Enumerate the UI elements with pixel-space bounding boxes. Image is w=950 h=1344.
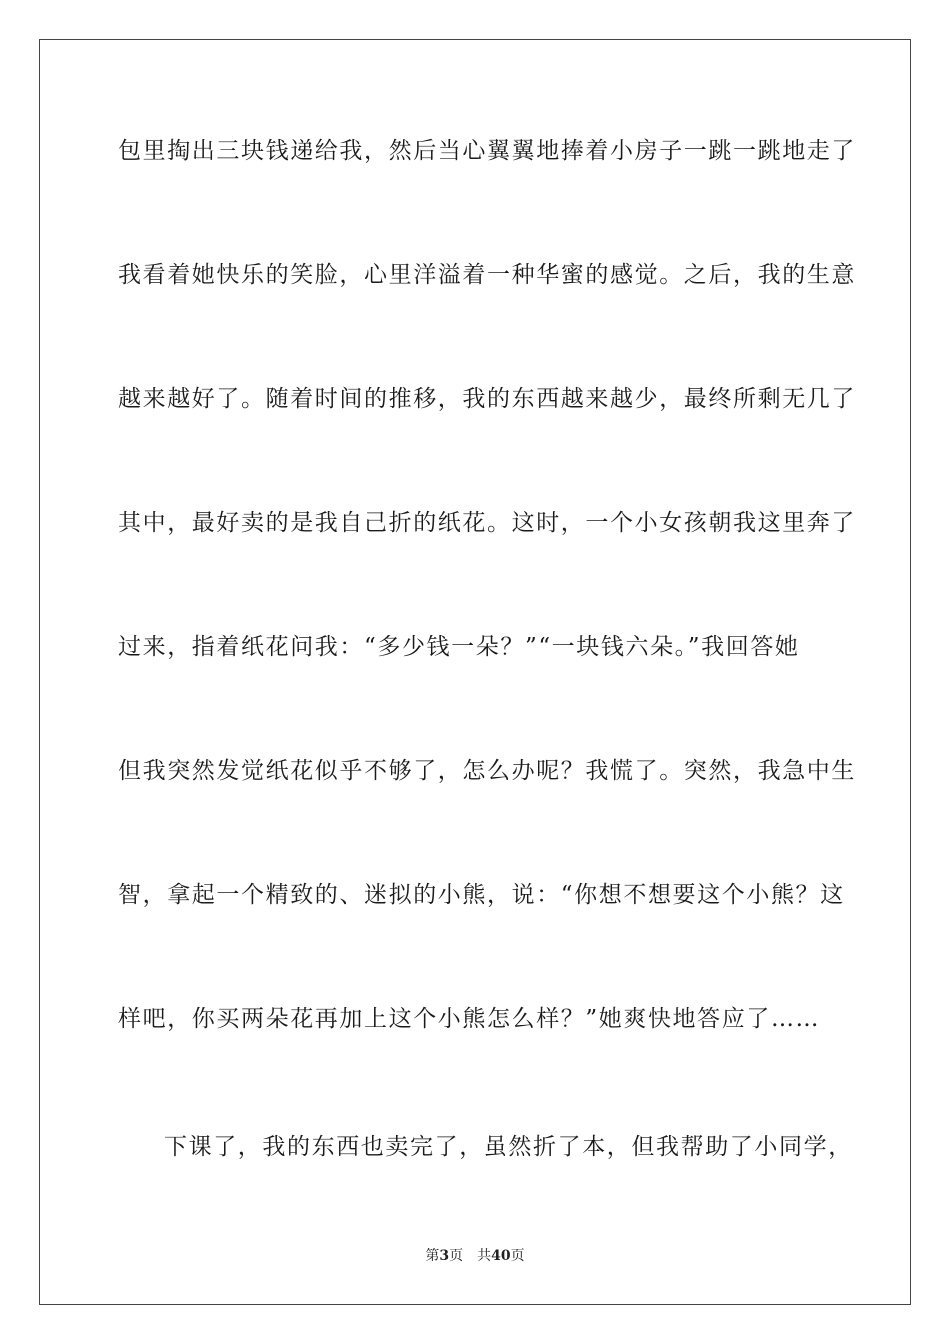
page-prefix: 第 xyxy=(425,1248,440,1264)
page-suffix: 页 xyxy=(449,1248,464,1264)
body-text-line: 越来越好了。随着时间的推移，我的东西越来越少，最终所剩无几了 xyxy=(118,386,856,412)
total-pages: 40 xyxy=(491,1248,511,1264)
body-text-line: 过来，指着纸花问我：“多少钱一朵？”“一块钱六朵。”我回答她 xyxy=(118,634,800,660)
body-text-line: 包里掏出三块钱递给我，然后当心翼翼地捧着小房子一跳一跳地走了 xyxy=(118,138,856,164)
total-suffix: 页 xyxy=(510,1248,525,1264)
page-border xyxy=(39,39,911,1305)
body-text-line: 我看着她快乐的笑脸，心里洋溢着一种华蜜的感觉。之后，我的生意 xyxy=(118,262,856,288)
body-text-line: 其中，最好卖的是我自己折的纸花。这时，一个小女孩朝我这里奔了 xyxy=(118,510,856,536)
page-number: 3 xyxy=(439,1248,450,1264)
body-text-line: 样吧，你买两朵花再加上这个小熊怎么样？”她爽快地答应了…… xyxy=(118,1006,821,1032)
page-footer xyxy=(0,1247,950,1265)
body-text-line: 但我突然发觉纸花似乎不够了，怎么办呢？我慌了。突然，我急中生 xyxy=(118,758,856,784)
body-text-line: 智，拿起一个精致的、迷拟的小熊，说：“你想不想要这个小熊？这 xyxy=(118,882,845,908)
paragraph-first-line: 下课了，我的东西也卖完了，虽然折了本，但我帮助了小同学， xyxy=(164,1134,853,1160)
total-prefix: 共 xyxy=(477,1248,492,1264)
